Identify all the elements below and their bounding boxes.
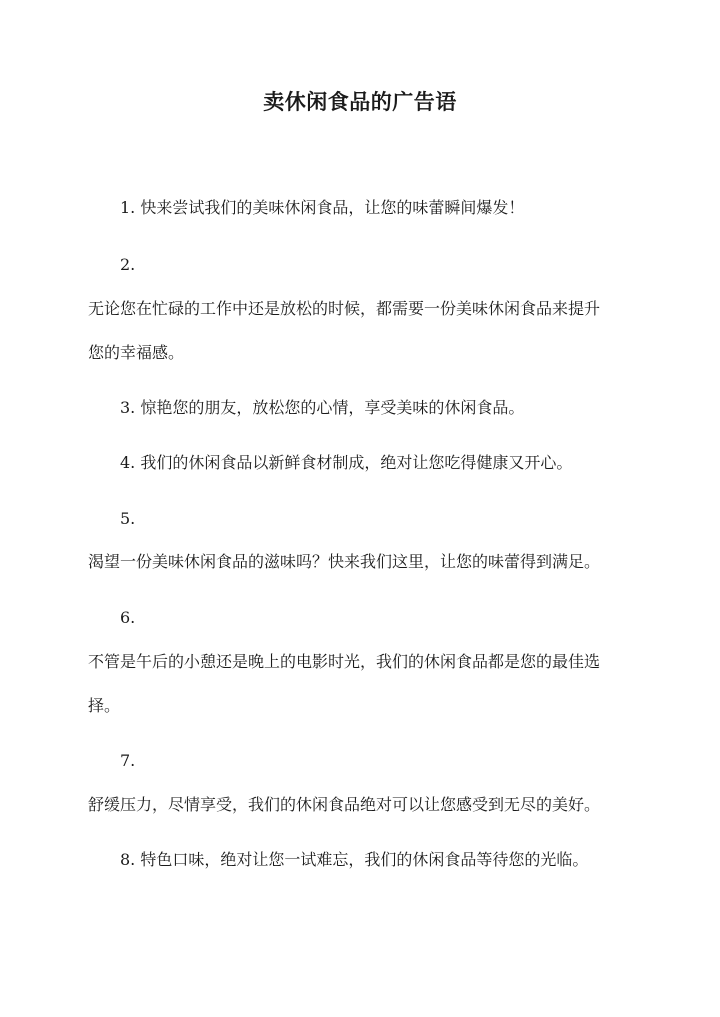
slogan-7-number: 7. <box>120 751 136 770</box>
slogan-5-number: 5. <box>120 509 136 528</box>
slogan-3-text: 3. 惊艳您的朋友，放松您的心情，享受美味的休闲食品。 <box>120 398 525 417</box>
slogan-1-text: 1. 快来尝试我们的美味休闲食品，让您的味蕾瞬间爆发！ <box>120 198 525 217</box>
slogan-2-text-line-2: 您的幸福感。 <box>88 343 185 362</box>
slogan-6-number: 6. <box>120 608 136 627</box>
slogan-7-text: 舒缓压力，尽情享受，我们的休闲食品绝对可以让您感受到无尽的美好。 <box>88 795 601 814</box>
slogan-8-text: 8. 特色口味，绝对让您一试难忘，我们的休闲食品等待您的光临。 <box>120 850 589 869</box>
slogan-6-text-line-2: 择。 <box>88 696 121 715</box>
slogan-2-text-line-1: 无论您在忙碌的工作中还是放松的时候，都需要一份美味休闲食品来提升 <box>88 299 601 318</box>
document-title: 卖休闲食品的广告语 <box>263 89 457 114</box>
slogan-4-text: 4. 我们的休闲食品以新鲜食材制成，绝对让您吃得健康又开心。 <box>120 453 573 472</box>
slogan-6-text-line-1: 不管是午后的小憩还是晚上的电影时光，我们的休闲食品都是您的最佳选 <box>88 652 601 671</box>
slogan-5-text: 渴望一份美味休闲食品的滋味吗？快来我们这里，让您的味蕾得到满足。 <box>88 552 601 571</box>
slogan-2-number: 2. <box>120 255 136 274</box>
